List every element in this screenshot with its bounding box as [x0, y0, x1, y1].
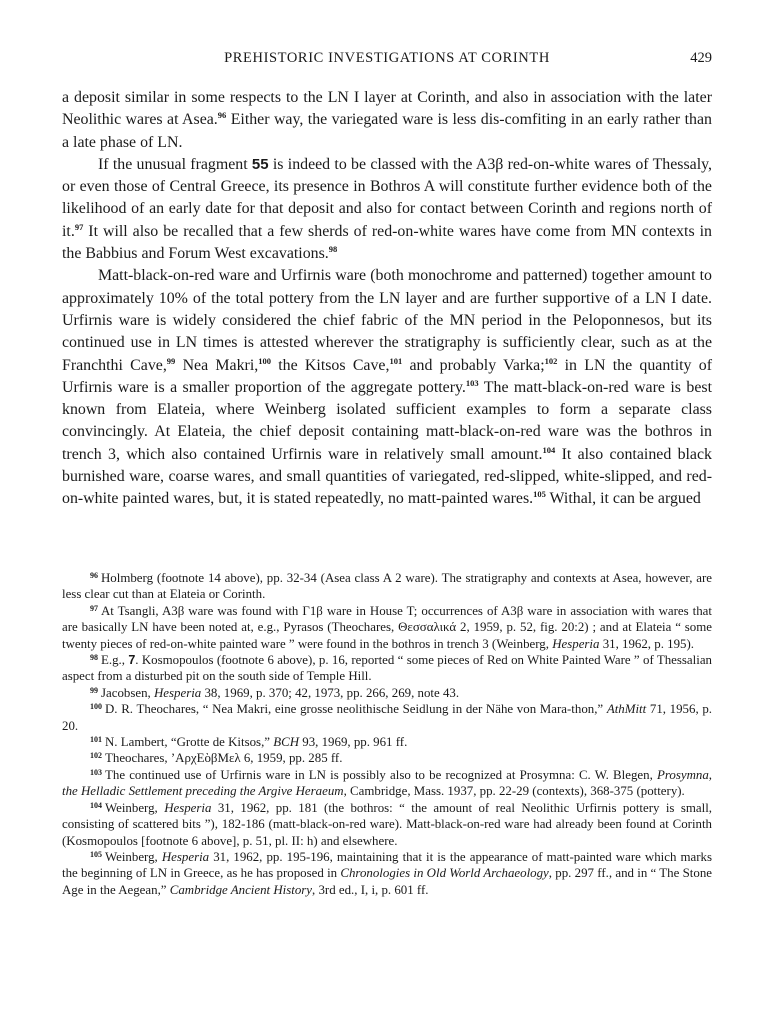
- footnote-105: [62, 849, 712, 898]
- main-text: [62, 87, 712, 511]
- footnote-text: Holmberg (footnote 14 above), pp. 32-34 (Asea class A 2 ware). The stratigraphy and contexts at Asea, however, are less clear cut than at Elateia or Corinth.: [62, 571, 712, 602]
- footnote-text: , pp. 297 ff., and in “ The Stone Age in the Aegean,”: [62, 866, 712, 897]
- footnote-text: 93, 1969, pp. 961 ff.: [299, 735, 408, 750]
- footnote-text: 31, 1962, pp. 181 (the bothros: “ the amount of real Neolithic Urfirnis pottery is small, consisting of scattered bits ”), 182-186 (matt-black-on-red ware). Matt-black-on-red ware had already been found at Corinth (Kosmopoulos [footnote 6 above], p. 51, pl. II: h) and elsewhere.: [62, 800, 713, 848]
- text-run: Either way, the variegated ware is less dis-comfiting in an early rather than a late phase of LN.: [62, 111, 712, 151]
- footnote-text: , Cambridge, Mass. 1937, pp. 22-29 (contexts), 368-375 (pottery).: [343, 784, 685, 799]
- footnote-number: 105: [90, 849, 102, 859]
- text-run: It also contained black burnished ware, coarse wares, and small quantities of variegated, red-slipped, white-slipped, and red-on-white painted wares, but, it is stated repeatedly, no matt-painted wares.: [62, 445, 712, 508]
- footnote-text: 6, 1959, pp. 285 ff.: [240, 751, 343, 766]
- journal-title: Hesperia: [153, 685, 202, 700]
- footnote-ref[interactable]: 100: [258, 355, 271, 366]
- footnote-number: 96: [90, 571, 98, 580]
- footnote-text: At Tsangli, A3β ware was found with Γ1β ware in House T; occurrences of A3β ware in association with wares that are basically LN have been noted at, e.g., Pyrasos (Theochares,: [62, 603, 712, 635]
- paragraph-1: [62, 87, 712, 154]
- footnote-ref[interactable]: 104: [542, 444, 556, 455]
- catalogue-number: 7: [128, 653, 136, 668]
- footnote-96: [62, 570, 712, 603]
- footnote-ref[interactable]: 103: [465, 377, 479, 388]
- journal-title: Hesperia: [552, 636, 600, 651]
- book-title: Cambridge Ancient History: [169, 882, 313, 897]
- footnote-ref[interactable]: 99: [166, 355, 176, 366]
- footnote-number: 99: [90, 685, 98, 695]
- journal-title: Θεσσαλικά: [398, 620, 457, 635]
- catalogue-number: 55: [251, 155, 269, 173]
- footnote-text: Theochares,: [105, 751, 171, 766]
- paragraph-2: [62, 154, 712, 265]
- footnote-98: [62, 652, 712, 685]
- footnote-text: D. R. Theochares, “ Nea Makri, eine grosse neolithische Seidlung in der Nähe von Mara-thon,”: [105, 702, 607, 717]
- footnote-ref[interactable]: 105: [533, 489, 546, 500]
- footnote-text: . Kosmopoulos (footnote 6 above), p. 16, reported “ some pieces of Red on White Painted Ware ” of Thessalian aspect from a disturbed pit on the south side of Temple Hill.: [62, 653, 712, 684]
- text-run: is indeed to be classed with the A3β red-on-white wares of Thessaly, or even those of Central Greece, its presence in Bothros A will constitute further evidence both of the likelihood of an early date for that deposit and also for contact between Corinth and regions north of it.: [62, 155, 712, 240]
- journal-title: BCH: [273, 735, 300, 750]
- footnote-number: 104: [90, 800, 102, 810]
- text-run: and probably Varka;: [402, 356, 545, 374]
- footnote-ref[interactable]: 101: [389, 355, 403, 366]
- text-run: a deposit similar in some respects to the LN I layer at Corinth, and also in association with the later Neolithic wares at Asea.: [62, 89, 712, 129]
- footnotes: [62, 570, 712, 898]
- footnote-number: 97: [90, 603, 98, 613]
- text-run: Matt-black-on-red ware and Urfirnis ware (both monochrome and patterned) together amount to approximately 10% of the total pottery from the LN layer and are further supportive of a LN I date. Urfirnis ware is widely considered the chief fabric of the MN period in the Peloponnesos, but its continued use in LN times is attested wherever the stratigraphy is sufficiently clear, such as at the Franchthi Cave,: [62, 267, 712, 374]
- footnote-number: 101: [90, 735, 102, 745]
- page-number: 429: [690, 50, 712, 66]
- running-title: PREHISTORIC INVESTIGATIONS AT CORINTH: [224, 50, 550, 66]
- journal-title: AthMitt: [606, 702, 647, 717]
- footnote-text: , 3rd ed., I, i, p. 601 ff.: [312, 882, 429, 897]
- footnote-text: 31, 1962, p. 195).: [599, 636, 694, 651]
- paragraph-3: [62, 265, 712, 510]
- footnote-text: Jacobsen,: [101, 685, 154, 700]
- text-run: the Kitsos Cave,: [270, 356, 390, 374]
- text-run: Withal, it can be argued: [545, 490, 701, 508]
- text-run: If the unusual fragment: [98, 155, 252, 173]
- footnote-number: 100: [90, 702, 102, 712]
- footnote-103: [62, 767, 712, 800]
- text-run: The matt-black-on-red ware is best known from Elateia, where Weinberg isolated sufficient examples to form a separate class convincingly. At Elateia, the chief deposit containing matt-black-on-red ware was the bothros in trench 3, which also contained Urfirnis ware in relatively small amount.: [62, 378, 712, 463]
- footnote-ref[interactable]: 102: [544, 355, 558, 366]
- book-title: Prosymna, the Helladic Settlement preceding the Argive Heraeum: [62, 767, 712, 799]
- footnote-ref[interactable]: 96: [217, 110, 227, 121]
- footnote-number: 103: [90, 767, 102, 777]
- footnote-text: The continued use of Urfirnis ware in LN is possibly also to be recognized at Prosymna: C. W. Blegen,: [105, 767, 657, 782]
- footnote-number: 102: [90, 751, 102, 761]
- text-run: It will also be recalled that a few sherds of red-on-white wares have come from MN contexts in the Babbius and Forum West excavations.: [62, 222, 712, 263]
- footnote-ref[interactable]: 98: [328, 244, 338, 255]
- book-title: Chronologies in Old World Archaeology: [340, 866, 549, 881]
- footnote-text: N. Lambert, “Grotte de Kitsos,”: [105, 735, 274, 750]
- footnote-text: E.g.,: [101, 653, 129, 668]
- footnote-text: 2, 1959, p. 52, fig. 20:2) ; and at Elateia “ some twenty pieces of red-on-white painted ware ” were found in the bothros in trench 3 (Weinberg,: [62, 620, 713, 651]
- journal-title: Hesperia: [164, 800, 212, 815]
- footnote-number: 98: [90, 653, 98, 663]
- footnote-100: [62, 701, 712, 734]
- text-run: Nea Makri,: [175, 356, 259, 374]
- footnote-101: [62, 734, 712, 750]
- footnote-text: Weinberg,: [105, 849, 162, 864]
- footnote-text: 31, 1962, pp. 195-196, maintaining that it is the appearance of matt-painted ware which marks the beginning of LN in Greece, as he has proposed in: [62, 849, 712, 881]
- footnote-97: [62, 603, 712, 652]
- footnote-ref[interactable]: 97: [74, 221, 84, 232]
- footnote-102: [62, 750, 712, 766]
- journal-title: Hesperia: [161, 849, 210, 864]
- footnote-text: Weinberg,: [105, 800, 165, 815]
- text-run: in LN the quantity of Urfirnis ware is a smaller proportion of the aggregate pottery.: [62, 356, 712, 396]
- footnote-text: 38, 1969, p. 370; 42, 1973, pp. 266, 269, note 43.: [201, 685, 460, 700]
- running-header: [62, 50, 712, 72]
- footnote-104: [62, 800, 712, 849]
- journal-title: ʼΑρχΕὸβΜελ: [170, 751, 241, 766]
- footnote-99: [62, 685, 712, 701]
- footnote-text: 71, 1956, p. 20.: [62, 702, 712, 733]
